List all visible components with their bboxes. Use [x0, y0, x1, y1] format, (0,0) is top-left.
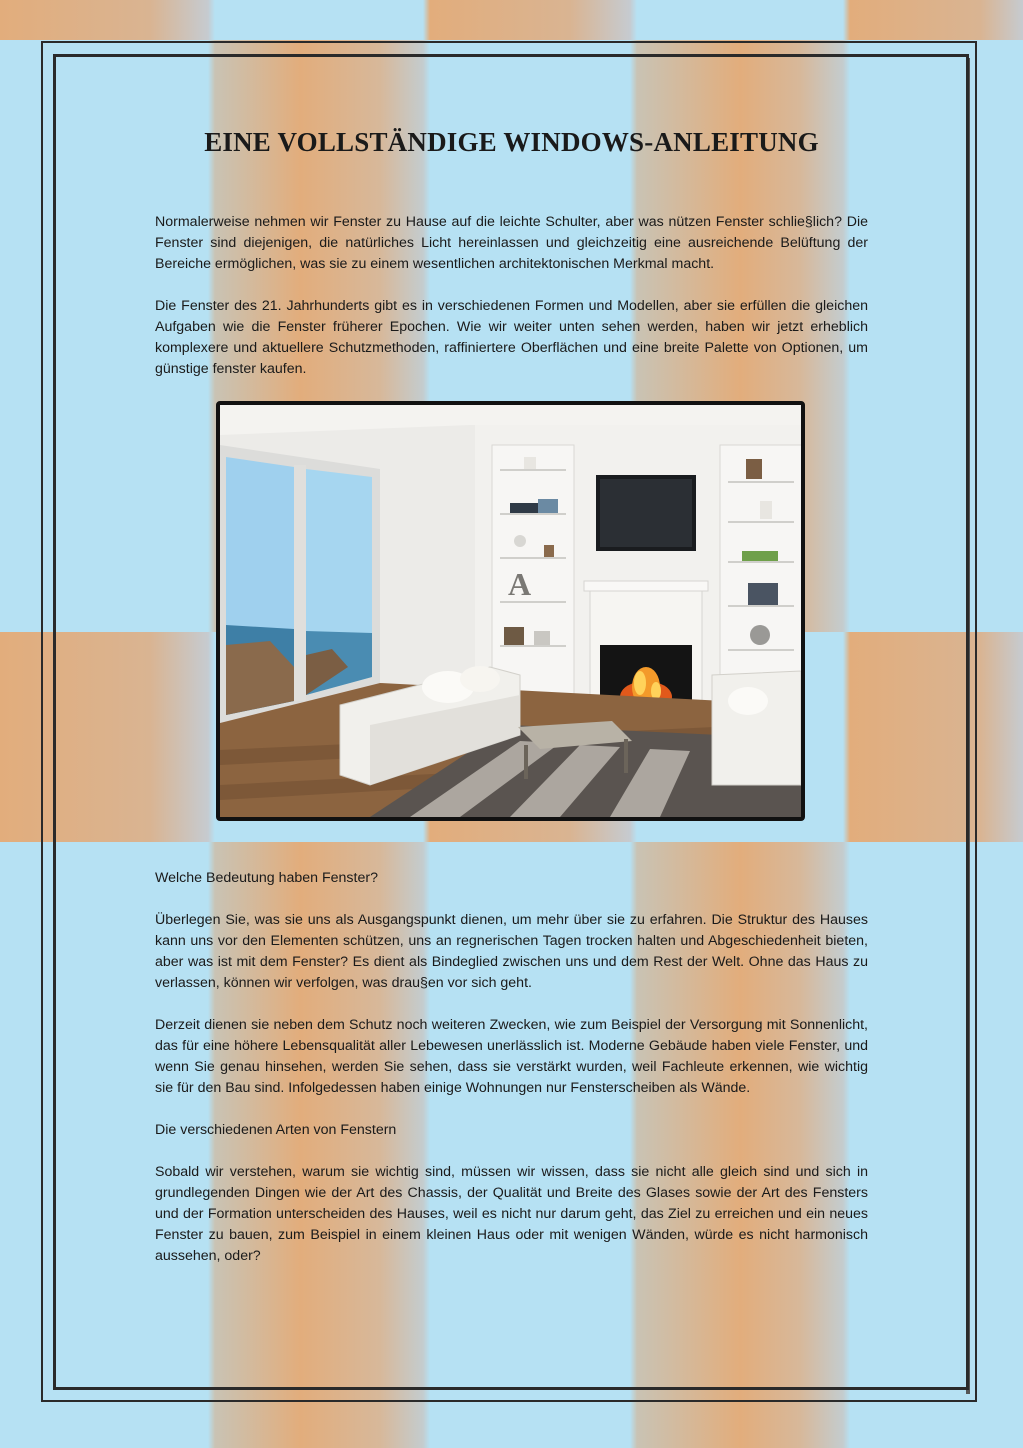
living-room-illustration	[220, 405, 801, 817]
paragraph-purposes: Derzeit dienen sie neben dem Schutz noch weiteren Zwecken, wie zum Beispiel der Versorgung mit Sonnenlicht, das für eine höhere Lebensqualität aller Lebewesen unerlässlich ist. Moderne Gebäude haben viele Fenster, und wenn Sie genau hinsehen, werden Sie sehen, dass sie verstärkt wurden, weil Fachleute erkennen, wie wichtig sie für den Bau sind. Infolgedessen haben einige Wohnungen nur Fensterscheiben als Wände.	[155, 1017, 868, 1096]
paragraph-modern-windows: Die Fenster des 21. Jahrhunderts gibt es in verschiedenen Formen und Modellen, aber sie erfüllen die gleichen Aufgaben wie die Fenster früherer Epochen. Wie wir weiter unten sehen werden, haben wir jetzt erheblich komplexere und aktuellere Schutzmethoden, raffiniertere Oberflächen und eine breite Palette von Optionen, um günstige fenster kaufen.	[155, 298, 868, 377]
background-band	[0, 0, 1023, 40]
paragraph-window-types: Sobald wir verstehen, warum sie wichtig sind, müssen wir wissen, dass sie nicht alle gleich sind und sich in grundlegenden Dingen wie der Art des Chassis, der Qualität und Breite des Glases sowie der Art des Fensters und der Formation unterscheiden des Hauses, weil es nicht nur darum geht, das Ziel zu erreichen und ein neues Fenster zu bauen, zum Beispiel in einem kleinen Haus oder mit wenigen Wänden, würde es nicht harmonisch aussehen, oder?	[155, 1164, 868, 1264]
heading-importance: Welche Bedeutung haben Fenster?	[155, 870, 378, 886]
paragraph-intro: Normalerweise nehmen wir Fenster zu Hause auf die leichte Schulter, aber was nützen Fenster schlie§lich? Die Fenster sind diejenigen, die natürliches Licht hereinlassen und gleichzeitig eine ausreichende Belüftung der Bereiche ermöglichen, was sie zu einem wesentlichen architektonischen Merkmal macht.	[155, 214, 868, 272]
document-content	[155, 120, 868, 1288]
paragraph-importance: Überlegen Sie, was sie uns als Ausgangspunkt dienen, um mehr über sie zu erfahren. Die Struktur des Hauses kann uns vor den Elementen schützen, uns an regnerischen Tagen trocken halten und Abgeschiedenheit bieten, aber was ist mit dem Fenster? Es dient als Bindeglied zwischen uns und dem Rest der Welt. Ohne das Haus zu verlassen, können wir verfolgen, was drau§en vor sich geht.	[155, 912, 868, 991]
document-title: EINE VOLLSTÄNDIGE WINDOWS-ANLEITUNG	[204, 127, 819, 157]
heading-window-types: Die verschiedenen Arten von Fenstern	[155, 1122, 397, 1138]
decor-letter: A	[508, 566, 532, 602]
living-room-photo	[216, 401, 805, 821]
